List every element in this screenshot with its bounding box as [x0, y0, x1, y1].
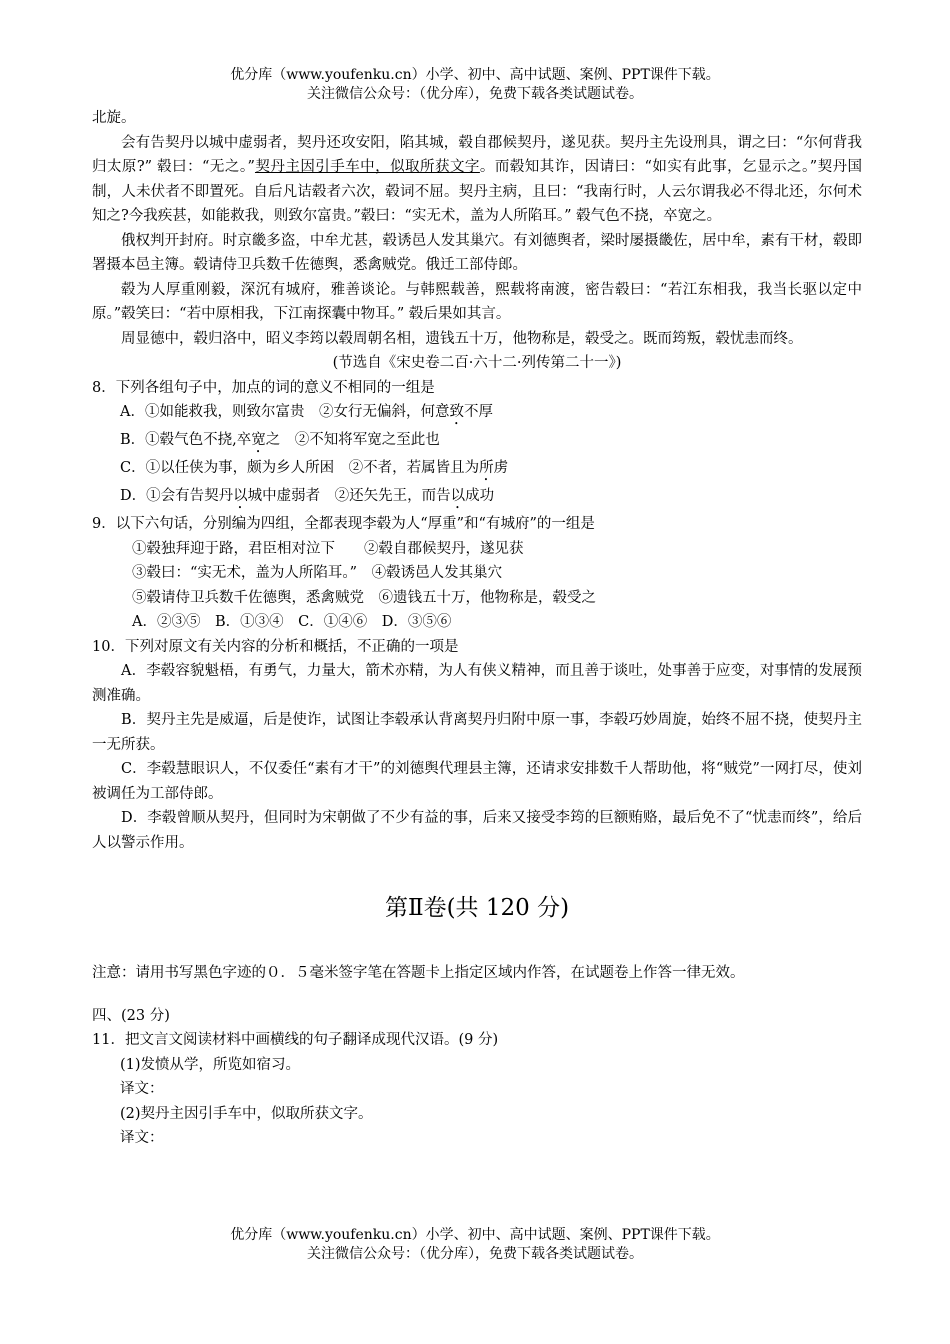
passage-continuation: 北旋。 [92, 110, 136, 126]
dotted-word: 所 [479, 460, 494, 476]
q10-option-c: C．李毂慧眼识人，不仅委任“素有才干”的刘德舆代理县主簿，还请求安排数千人帮助他，将“贼党”一网打尽，使刘被调任为工部侍郎。 [92, 761, 862, 802]
q11-item-2: (2)契丹主因引手车中，似取所获文字。 [120, 1105, 373, 1122]
header-line-1: 优分库（www.youfenku.cn）小学、初中、高中试题、案例、PPT课件下载。 [230, 67, 720, 83]
option-text: D．①会有告契丹 [120, 488, 234, 504]
q11-stem: 11．把文言文阅读材料中画横线的句子翻译成现代汉语。(9 分) [92, 1032, 499, 1048]
passage-paragraph-1 [92, 131, 862, 229]
spacer [92, 986, 862, 1004]
option-text: 成功 [465, 488, 495, 504]
q10-stem: 10．下列对原文有关内容的分析和概括，不正确的一项是 [92, 638, 459, 655]
footer-line-2: 关注微信公众号：（优分库），免费下载各类试题试卷。 [307, 1246, 643, 1262]
passage-paragraph-4: 周显德中，毂归洛中，昭义李筠以毂周朝名相，遗钱五十万，他物称是，毂受之。既而筠叛，毂忧恚而终。 [121, 330, 803, 347]
option-text: A．①如能救我，则致尔富贵 ②女行无偏斜，何意 [120, 404, 450, 420]
footer-line-1: 优分库（www.youfenku.cn）小学、初中、高中试题、案例、PPT课件下载。 [230, 1227, 720, 1243]
dotted-word: 以 [233, 488, 248, 504]
q9-row-3: ⑤毂请侍卫兵数千佐德舆，悉禽贼党 ⑥遗钱五十万，他物称是，毂受之 [132, 589, 596, 606]
q11-answer-label-1: 译文： [120, 1081, 164, 1097]
passage-text: 会有告契丹以城中虚弱者，契丹还攻安阳，陷其城，毂自郡候契丹，遂见获。契丹主先设刑具，谓之曰：“尔何背我归太原?” 毂曰：“无之。” [92, 134, 862, 175]
option-text: 虏 [493, 460, 509, 476]
header-line-2: 关注微信公众号：（优分库），免费下载各类试题试卷。 [307, 86, 643, 102]
option-text: 不厚 [463, 404, 493, 420]
q11-answer-label-2: 译文： [120, 1130, 164, 1146]
content [92, 106, 862, 1151]
option-text: B．①毂气色不挠,卒 [120, 432, 252, 448]
page-footer [0, 1226, 950, 1264]
q10-option-a: A．李毂容貌魁梧，有勇气，力量大，箭术亦精，为人有侠义精神，而且善于谈吐，处事善于应变，对事情的发展预测准确。 [92, 663, 862, 704]
passage-paragraph-3: 毂为人厚重刚毅，深沉有城府，雅善谈论。与韩熙载善，熙载将南渡，密告毂曰：“若江东相我，我当长驱以定中原。”毂笑曰：“若中原相我，下江南探囊中物耳。” 毂后果如其言。 [92, 281, 862, 322]
passage-text: 。而毂知其诈，因请曰：“如实有此事，乞显示之。”契丹国制，人未伏者不即置死。自后凡诘毂者六次，毂词不屈。契丹主病，且曰：“我南行时，人云尔谓我必不得北还，尔何术知之?今我疾甚，如能救我，则致尔富贵。”毂曰：“实无术，盖为人所陷耳。” 毂气色不挠，卒宽之。 [92, 159, 863, 224]
section-heading: 四、(23 分) [92, 1007, 170, 1024]
answer-note: 注意：请用书写黑色字迹的０．５毫米签字笔在答题卡上指定区域内作答，在试题卷上作答一律无效。 [92, 965, 745, 981]
passage-paragraph-2: 俄权判开封府。时京畿多盗，中牟尤甚，毂诱邑人发其巢穴。有刘德舆者，梁时屡摄畿佐，居中牟，素有干材，毂即署摄本邑主簿。毂请侍卫兵数千佐德舆，悉禽贼党。俄迁工部侍郎。 [92, 232, 862, 273]
q10-option-b: B．契丹主先是威逼，后是使诈，试图让李毂承认背离契丹归附中原一事，李毂巧妙周旋，始终不屈不挠，使契丹主一无所获。 [92, 712, 862, 753]
q8-stem: 8．下列各组句子中，加点的词的意义不相同的一组是 [92, 379, 435, 396]
q9-stem: 9．以下六句话，分别编为四组，全都表现李毂为人“厚重”和“有城府”的一组是 [92, 516, 595, 532]
dotted-word: 致 [449, 404, 464, 420]
q8-option-a [92, 400, 862, 428]
page-header [0, 66, 950, 104]
q8-option-b [92, 428, 862, 456]
q9-row-1: ①毂独拜迎于路，君臣相对泣下 ②毂自郡候契丹，遂见获 [132, 540, 524, 557]
q9-options: A．②③⑤ B．①③④ C．①④⑥ D．③⑤⑥ [132, 614, 452, 630]
option-text: C．①以任侠为事，颇为乡人所困 ②不者，若属皆且为 [120, 460, 480, 476]
option-text: 之 ②不知将军宽之至此也 [265, 432, 440, 448]
q9-row-2: ③毂曰：“实无术，盖为人所陷耳。” ④毂诱邑人发其巢穴 [132, 565, 503, 581]
q11-item-1: (1)发愤从学，所览如宿习。 [120, 1056, 301, 1073]
q8-option-d [92, 484, 862, 512]
option-text: 城中虚弱者 ②还矢先王，而告 [247, 488, 451, 504]
dotted-word: 以 [450, 488, 466, 504]
part-2-title: 第Ⅱ卷(共 120 分) [384, 895, 570, 921]
dotted-word: 宽 [251, 432, 266, 448]
q8-option-c [92, 456, 862, 484]
underlined-sentence: 契丹主因引手车中，似取所获文字 [254, 159, 480, 175]
q10-option-d: D．李毂曾顺从契丹，但同时为宋朝做了不少有益的事，后来又接受李筠的巨额贿赂，最后免不了“忧恚而终”，给后人以警示作用。 [92, 810, 862, 851]
passage-source: (节选自《宋史卷二百·六十二·列传第二十一》) [332, 355, 622, 371]
